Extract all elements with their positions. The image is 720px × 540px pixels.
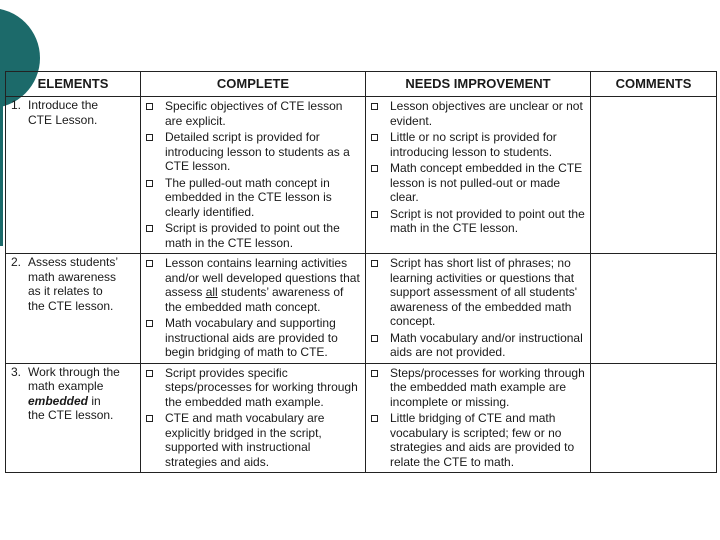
element-title-line: as it relates to: [28, 284, 103, 298]
header-elements: ELEMENTS: [6, 72, 141, 97]
criteria-item: [146, 316, 362, 360]
checkbox-bullet-icon: [371, 415, 378, 422]
criteria-text: Script has short list of phrases; no learning activities or questions that support assessment of all students' awareness of the embedded math concept.: [390, 256, 578, 328]
comments-cell[interactable]: [591, 254, 717, 364]
comments-cell[interactable]: [591, 97, 717, 254]
complete-cell: [141, 254, 366, 364]
criteria-text: Lesson contains learning activities and/or well developed questions that assess all students’ awareness of the embedded math concept.: [165, 256, 360, 314]
element-title: [28, 365, 136, 423]
criteria-list: [142, 255, 364, 362]
checkbox-bullet-icon: [371, 335, 378, 342]
criteria-text: Script is provided to point out the math in the CTE lesson.: [165, 221, 340, 250]
needs-improvement-cell: [366, 363, 591, 473]
element-title-line: Work through the: [28, 364, 120, 379]
criteria-text: Script is not provided to point out the math in the CTE lesson.: [390, 206, 585, 235]
element-number: 3.: [11, 364, 22, 379]
element-title-line: math awareness: [28, 269, 117, 284]
complete-cell: [141, 97, 366, 254]
criteria-text: Math concept embedded in the CTE lesson is not pulled-out or made clear.: [390, 161, 583, 204]
criteria-item: [146, 99, 362, 128]
criteria-list: [367, 365, 589, 472]
criteria-text: Script provides specific steps/processes for working through the embedded math example.: [165, 365, 358, 409]
criteria-text: Little or no script is provided for introducing lesson to students.: [390, 130, 557, 159]
element-item: [11, 365, 136, 423]
criteria-list: [142, 365, 364, 472]
checkbox-bullet-icon: [146, 370, 153, 377]
element-title-line: math example: [28, 379, 104, 393]
table-row: [6, 97, 717, 254]
checkbox-bullet-icon: [146, 134, 153, 141]
element-cell: [6, 363, 141, 473]
element-title-line: Assess students’: [28, 255, 119, 269]
criteria-text: Detailed script is provided for introducing lesson to students as a CTE lesson.: [165, 130, 350, 173]
criteria-text: Little bridging of CTE and math vocabulary is scripted; few or no strategies and aids are provided to relate the CTE to math.: [390, 411, 575, 469]
header-needs-improvement: NEEDS IMPROVEMENT: [366, 72, 591, 97]
table-row: [6, 363, 717, 473]
checkbox-bullet-icon: [146, 225, 153, 232]
element-cell: [6, 254, 141, 364]
criteria-item: [146, 130, 362, 174]
criteria-list: [367, 255, 589, 362]
criteria-item: [371, 161, 587, 205]
header-comments: COMMENTS: [591, 72, 717, 97]
criteria-text: The pulled-out math concept in embedded in the CTE lesson is clearly identified.: [165, 175, 332, 219]
checkbox-bullet-icon: [146, 103, 153, 110]
criteria-item: [146, 176, 362, 220]
element-title-line: CTE Lesson.: [28, 112, 98, 127]
checkbox-bullet-icon: [146, 180, 153, 187]
checkbox-bullet-icon: [371, 134, 378, 141]
criteria-text: Lesson objectives are unclear or not evident.: [390, 99, 583, 128]
criteria-text: Specific objectives of CTE lesson are explicit.: [165, 99, 343, 128]
criteria-item: [371, 411, 587, 469]
criteria-item: [146, 411, 362, 469]
checkbox-bullet-icon: [146, 320, 153, 327]
criteria-item: [146, 221, 362, 250]
rubric-table: [5, 71, 717, 473]
criteria-item: [371, 331, 587, 360]
checkbox-bullet-icon: [371, 165, 378, 172]
checkbox-bullet-icon: [371, 370, 378, 377]
corner-decoration-line: [0, 96, 3, 246]
criteria-text: Math vocabulary and/or instructional aids are not provided.: [390, 330, 583, 359]
criteria-text: Math vocabulary and supporting instructional aids are provided to begin bridging of math to CTE.: [165, 316, 338, 359]
checkbox-bullet-icon: [371, 211, 378, 218]
checkbox-bullet-icon: [371, 103, 378, 110]
table-row: [6, 254, 717, 364]
element-title-line: the CTE lesson.: [28, 408, 114, 422]
element-number: 1.: [11, 98, 22, 112]
element-title: [28, 255, 136, 313]
complete-cell: [141, 363, 366, 473]
element-title: [28, 98, 136, 127]
criteria-item: [146, 366, 362, 410]
criteria-text: Steps/processes for working through the embedded math example are incomplete or missing.: [390, 365, 585, 409]
criteria-item: [371, 207, 587, 236]
rubric-body: [6, 97, 717, 473]
needs-improvement-cell: [366, 254, 591, 364]
criteria-item: [371, 99, 587, 128]
criteria-item: [371, 366, 587, 410]
checkbox-bullet-icon: [146, 260, 153, 267]
checkbox-bullet-icon: [146, 415, 153, 422]
checkbox-bullet-icon: [371, 260, 378, 267]
header-complete: COMPLETE: [141, 72, 366, 97]
element-item: [11, 98, 136, 127]
element-title-line: the CTE lesson.: [28, 298, 114, 313]
criteria-item: [371, 130, 587, 159]
criteria-item: [371, 256, 587, 329]
criteria-item: [146, 256, 362, 314]
element-title-line: Introduce the: [28, 98, 99, 112]
element-title-line: embedded in: [28, 393, 101, 408]
element-item: [11, 255, 136, 313]
needs-improvement-cell: [366, 97, 591, 254]
comments-cell[interactable]: [591, 363, 717, 473]
criteria-list: [367, 98, 589, 238]
criteria-text: CTE and math vocabulary are explicitly bridged in the script, supported with instructional strategies and aids.: [165, 411, 325, 469]
element-number: 2.: [11, 255, 22, 269]
criteria-list: [142, 98, 364, 252]
element-cell: [6, 97, 141, 254]
header-row: [6, 72, 717, 97]
